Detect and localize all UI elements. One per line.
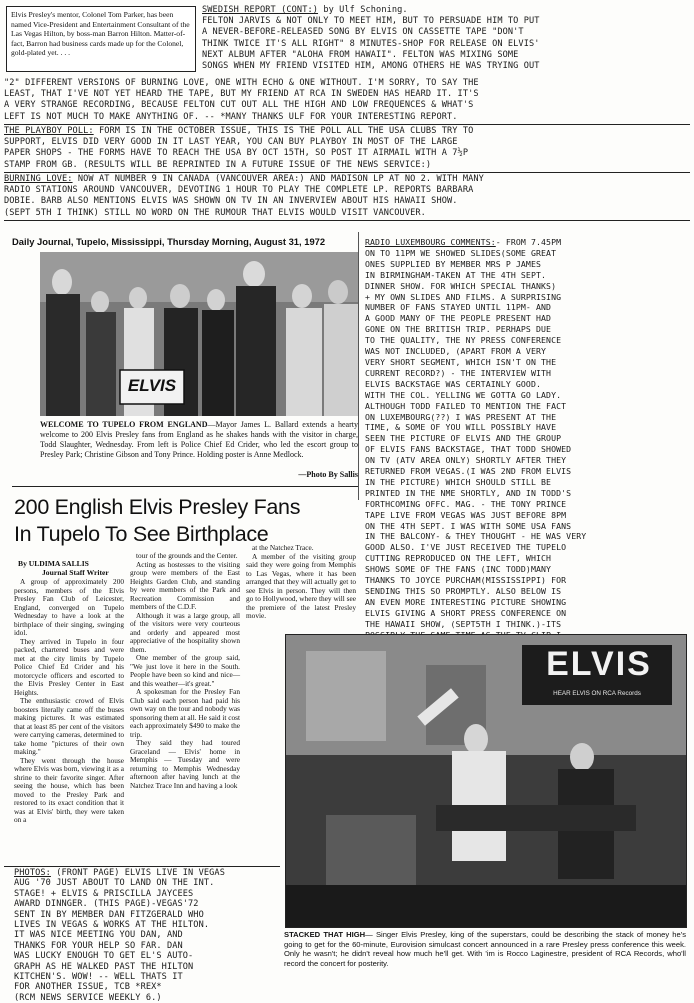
newspaper-dateline: Daily Journal, Tupelo, Mississippi, Thursday Morning, August 31, 1972: [12, 236, 326, 247]
playboy-line: SUPPORT, ELVIS DID VERY GOOD IN IT LAST YEAR, YOU CAN BUY PLAYBOY IN MOST OF THE LARGE: [4, 137, 458, 148]
burning-love: [4, 174, 690, 219]
playboy-poll-heading: THE PLAYBOY POLL:: [4, 126, 94, 136]
radio-line: DINNER SHOW. FOR WHICH SPECIAL THANKS): [365, 280, 557, 291]
press-conference-photo: [285, 634, 687, 928]
radio-line: ON THE 4TH SEPT. I WAS WITH SOME USA FANS: [365, 520, 572, 531]
swedish-line: LEFT IS NOT MUCH TO MAKE ANYTHING OF. -- *MANY THANKS ULF FOR YOUR INTERESTING REPORT.: [4, 111, 458, 122]
radio-line: ON LUXEMBOURG(??) I WAS PRESENT AT THE: [365, 411, 557, 422]
swedish-line: LEAST, THAT I'VE NOT YET HEARD THE TAPE, BUT MY FRIEND AT RCA IN SWEDEN HAS HEARD IT. IT'S: [4, 89, 479, 100]
swedish-line: NEXT ALBUM AFTER "ALOHA FROM HAWAII". FELTON WAS MIXING SOME: [202, 49, 519, 60]
swedish-report-heading: SWEDISH REPORT (CONT:): [202, 5, 319, 15]
welcome-caption-text: —Mayor James L. Ballard extends a hearty welcome to 200 Elvis Presley fans from England as he shakes hands with the visitor in charge, Todd Slaughter, Wednesday. From left is Police Chief Ed Crider, who led the escort group to Presley Park; Christine Gibson and Tony Prince. Holding poster is Anne Medlock.: [40, 420, 358, 459]
swedish-line: A VERY STRANGE RECORDING, BECAUSE FELTON CUT OUT ALL THE HIGH AND LOW FREQUENCES & WHAT'S: [4, 100, 474, 111]
radio-line: IN THE BALCONY- & THEY THOUGHT - HE WAS VERY: [365, 531, 587, 542]
article-paragraph: Acting as hostesses to the visiting group were members of the East Heights Garden Club, and standing by were members of the Park and Recreation Commission and members of the C.D.F.: [130, 559, 240, 611]
radio-line: AN EVEN MORE INTERESTING PICTURE SHOWING: [365, 596, 567, 607]
headline-2: In Tupelo To See Birthplace: [14, 522, 269, 546]
radio-line: IN BIRMINGHAM-TAKEN AT THE 4TH SEPT.: [365, 269, 547, 280]
photos-line: SENT IN BY MEMBER DAN FITZGERALD WHO: [14, 909, 204, 920]
photos-line: WAS LUCKY ENOUGH TO GET EL'S AUTO-: [14, 951, 194, 962]
article-column-3: [246, 544, 356, 621]
radio-line: NUMBER OF FANS STAYED UNTIL 11PM- AND: [365, 302, 552, 313]
radio-line: ONES SUPPLIED BY MEMBER MRS P JAMES: [365, 258, 542, 269]
radio-line: GONE ON THE BRITISH TRIP. PERHAPS DUE: [365, 324, 552, 335]
swedish-line: THINK TWICE IT'S ALL RIGHT" 8 MINUTES-SHOP FOR RELEASE ON ELVIS': [202, 38, 540, 49]
radio-line: TAPE LIVE FROM VEGAS WAS JUST BEFORE 8PM: [365, 509, 567, 520]
photos-note: [14, 868, 280, 1003]
swedish-report-cont: [4, 78, 690, 123]
headline-1: 200 English Elvis Presley Fans: [14, 495, 301, 519]
burning-line: DOBIE. BARB ALSO MENTIONS ELVIS WAS SHOWN ON TV IN AN INVERVIEW ABOUT HIS HAWAII SHOW.: [4, 196, 458, 207]
radio-line: IN THE PICTURE) WHICH SHOULD STILL BE: [365, 476, 552, 487]
photos-line: (RCM NEWS SERVICE WEEKLY 6.): [14, 992, 162, 1003]
press-caption-text: — Singer Elvis Presley, king of the superstars, could be describing the stack of money he's going to get for the 60-minute, Eurovision simulcast concert announced in a rare Presley press conference this week. Only he wasn't; he didn't reveal how much he'll get. With 'im is Rocco Laginestre, president of RCA Records, who'll record the concert for posterity.: [284, 930, 686, 968]
photos-line: THANKS FOR YOUR HELP SO FAR. DAN: [14, 940, 183, 951]
photos-line: IT WAS NICE MEETING YOU DAN, AND: [14, 930, 183, 941]
divider: [4, 866, 280, 867]
radio-line: WITH THE COL. YELLING WE GOTTA GO LADY.: [365, 389, 562, 400]
radio-line: ON TO 11PM WE SHOWED SLIDES(SOME GREAT: [365, 247, 557, 258]
radio-line: SENDING THIS SO PROMPTLY. ALSO BELOW IS: [365, 586, 562, 596]
radio-line: TO THE QUALITY, THE NY PRESS CONFERENCE: [365, 335, 562, 346]
burning-line: RADIO STATIONS AROUND VANCOUVER, DEVOTING 1 HOUR TO PLAY THE COMPLETE LP. REPORTS BARBARA: [4, 185, 474, 196]
article-paragraph: tour of the grounds and the Center.: [136, 551, 238, 560]
swedish-report-byline: by Ulf Schoning.: [323, 5, 408, 15]
burning-line: (SEPT 5TH I THINK) STILL NO WORD ON THE RUMOUR THAT ELVIS WOULD VISIT VANCOUVER.: [4, 207, 426, 218]
clipping-edge: [358, 232, 359, 500]
photos-line: AUG '70 JUST ABOUT TO LAND ON THE INT.: [14, 878, 215, 889]
radio-luxembourg-heading: RADIO LUXEMBOURG COMMENTS:: [365, 237, 496, 247]
playboy-line: STAMP FROM GB. (RESULTS WILL BE REPRINTED IN A FUTURE ISSUE OF THE NEWS SERVICE:): [4, 159, 432, 170]
article-paragraph: They went through the house where Elvis was born, viewing it as a shrine to their favorite singer. After seeing the house, which has been moved to the Presley Park and restored to its exact condition that it was at Elvis' birth, they were taken on a: [14, 755, 124, 824]
photos-line: FOR ANOTHER ISSUE, TCB *REX*: [14, 982, 162, 993]
swedish-line: A NEVER-BEFORE-RELEASED SONG BY ELVIS ON CASSETTE TAPE "DON'T: [202, 27, 524, 38]
photos-note-heading: PHOTOS:: [14, 868, 51, 878]
radio-line: FORTHCOMING OFFC. MAG. - THE TONY PRINCE: [365, 498, 567, 509]
welcome-caption: [40, 420, 358, 460]
radio-line: OF ELVIS FANS BACKSTAGE, THAT TODD SHOWED: [365, 444, 572, 455]
welcome-photo-image: [40, 252, 358, 416]
swedish-line: SONGS WHEN MY FRIEND VISITED HIM, AMONG OTHERS HE WAS TRYING OUT: [202, 61, 540, 72]
divider: [12, 486, 358, 487]
press-conference-caption: [284, 930, 686, 968]
article-paragraph: One member of the group said, "We just love it here in the South. People have been so kind and nice—and this weather—it's great.": [130, 653, 240, 688]
article-column-2: [130, 552, 240, 790]
article-column-1: [14, 578, 124, 825]
welcome-photo: [40, 252, 358, 416]
radio-line: ELVIS GIVING A SHORT PRESS CONFERENCE ON: [365, 607, 567, 618]
byline-role: Journal Staff Writer: [42, 568, 109, 577]
radio-line: SEEN THE PICTURE OF ELVIS AND THE GROUP: [365, 433, 562, 444]
article-paragraph: Although it was a large group, all of the visitors were very courteous and orderly and appeared most appreciative of the hospitality shown them.: [130, 610, 240, 654]
mentor-clipping: [6, 6, 196, 72]
mentor-clipping-text: Elvis Presley's mentor, Colonel Tom Parker, has been named Vice-President and Entertainment Consultant of the Las Vegas Hilton, by boss-man Barron Hilton. Matter-of-fact, Barron had business cards made up for the Colonel, gold-plated yet. . . .: [11, 10, 190, 58]
divider: [4, 124, 690, 125]
welcome-caption-lead: WELCOME TO TUPELO FROM ENGLAND: [40, 420, 208, 429]
playboy-poll: [4, 126, 690, 171]
photos-line: AWARD DINNGER. (THIS PAGE)-VEGAS'72: [14, 899, 199, 910]
press-caption-lead: STACKED THAT HIGH: [284, 930, 366, 939]
article-paragraph: They arrived in Tupelo in four packed, chartered buses and were met at the city limits by Tupelo Police Chief Ed Crider and his motorcycle officers and escorted to the Elvis Presley Center in East Heights.: [14, 636, 124, 697]
radio-line: THE HAWAII SHOW, (SEPT5TH I THINK.)-ITS: [365, 618, 562, 629]
article-paragraph: The enthusiastic crowd of Elvis boosters literally came off the buses making pictures. It was estimated that at least 85 per cent of the visitors were carrying cameras, determined to take home "pictures of their own making.": [14, 696, 125, 756]
rca-sign-small: HEAR ELVIS ON RCA Records: [553, 690, 641, 697]
playboy-line: PAPER SHOPS - THE FORMS HAVE TO REACH THE USA BY OCT 15TH, SO POST IT AIRMAIL WITH A 7½P: [4, 148, 469, 159]
photos-line: KITCHEN'S. WOW! -- WELL THATS IT: [14, 972, 183, 983]
radio-line: RETURNED FROM VEGAS.(I WAS 2ND FROM ELVIS: [365, 466, 572, 477]
radio-line: ELVIS BACKSTAGE WAS CERTAINLY GOOD.: [365, 378, 542, 389]
radio-line: CUTTING REPRODUCED ON THE LEFT, WHICH: [365, 553, 552, 564]
swedish-line: "2" DIFFERENT VERSIONS OF BURNING LOVE, ONE WITH ECHO & ONE WITHOUT. I'M SORRY, TO SAY THE: [4, 78, 479, 88]
radio-line: ALTHOUGH TODD FAILED TO MENTION THE FACT: [365, 400, 567, 411]
radio-line: + MY OWN SLIDES AND FILMS. A SURPRISING: [365, 291, 562, 302]
radio-line: TIME, & SOME OF YOU WILL POSSIBLY HAVE: [365, 422, 557, 433]
radio-line: THANKS TO JOYCE PURCHAM(MISSISSIPPI) FOR: [365, 575, 567, 586]
article-paragraph: They said they had toured Graceland — Elvis' home in Memphis — Tuesday and were returning to Memphis Wednesday afternoon after having lunch at the Natchez Trace Inn and having a look: [130, 738, 240, 790]
elvis-poster-text: ELVIS: [127, 376, 177, 395]
radio-line: GOOD ALSO. I'VE JUST RECEIVED THE TUPELO: [365, 542, 567, 553]
divider: [4, 220, 690, 221]
article-paragraph: at the Natchez Trace.: [252, 543, 314, 552]
radio-line: VERY SHORT SEGMENT, WHICH ISN'T ON THE: [365, 356, 557, 367]
byline: By ULDIMA SALLIS: [18, 559, 89, 568]
photos-line: (FRONT PAGE) ELVIS LIVE IN VEGAS: [56, 868, 225, 878]
article-paragraph: A member of the visiting group said they were going from Memphis to Las Vegas, where it has been arranged that they will actually get to see Elvis in person. They will then go to Hollywood, where they will see the premiere of the latest Presley movie.: [246, 551, 356, 620]
article-paragraph: A group of approximately 200 persons, members of the Elvis Presley Fan Club of Leicester, England, converged on Tupelo Wednesday to have a look at the birthplace of their singing, swinging idol.: [14, 577, 124, 637]
radio-line: WAS NOT INCLUDED, (APART FROM A VERY: [365, 346, 547, 357]
radio-line: CURRENT RECORD?) - THE INTERVIEW WITH: [365, 367, 552, 378]
photos-line: STAGE! + ELVIS & PRISCILLA JAYCEES: [14, 888, 194, 899]
article-paragraph: A spokesman for the Presley Fan Club said each person had paid his own way on the tour and nobody was sponsoring them at all. He said it cost each approximately $490 to make the trip.: [130, 687, 240, 739]
rca-sign-big: ELVIS: [546, 645, 652, 683]
swedish-line: FELTON JARVIS & NOT ONLY TO MEET HIM, BUT TO PERSUADE HIM TO PUT: [202, 16, 540, 27]
swedish-report: [202, 5, 690, 72]
burning-love-heading: BURNING LOVE:: [4, 174, 73, 184]
divider: [4, 172, 690, 173]
photo-credit: —Photo By Sallis: [298, 470, 358, 479]
burning-line: NOW AT NUMBER 9 IN CANADA (VANCOUVER AREA:) AND MADISON LP AT NO 2. WITH MANY: [77, 174, 484, 184]
radio-luxembourg-comments: [365, 237, 691, 673]
playboy-line: FORM IS IN THE OCTOBER ISSUE, THIS IS THE POLL ALL THE USA CLUBS TRY TO: [98, 126, 474, 136]
radio-line: PRINTED IN THE NME SHORTLY, AND IN TODD'S: [365, 487, 572, 498]
photos-line: GRAPH AS HE WALKED PAST THE HILTON: [14, 961, 194, 972]
radio-line: ON TV (ATV AREA ONLY) SHORTLY AFTER THEY: [365, 455, 567, 466]
photos-line: LIVES IN VEGAS & WORKS AT THE HILTON.: [14, 920, 210, 931]
radio-line: A GOOD MANY OF THE PEOPLE PRESENT HAD: [365, 313, 552, 324]
radio-line: SHOWS SOME OF THE FANS (INC TODD)MANY: [365, 564, 552, 575]
radio-line: - FROM 7.45PM: [495, 237, 562, 247]
